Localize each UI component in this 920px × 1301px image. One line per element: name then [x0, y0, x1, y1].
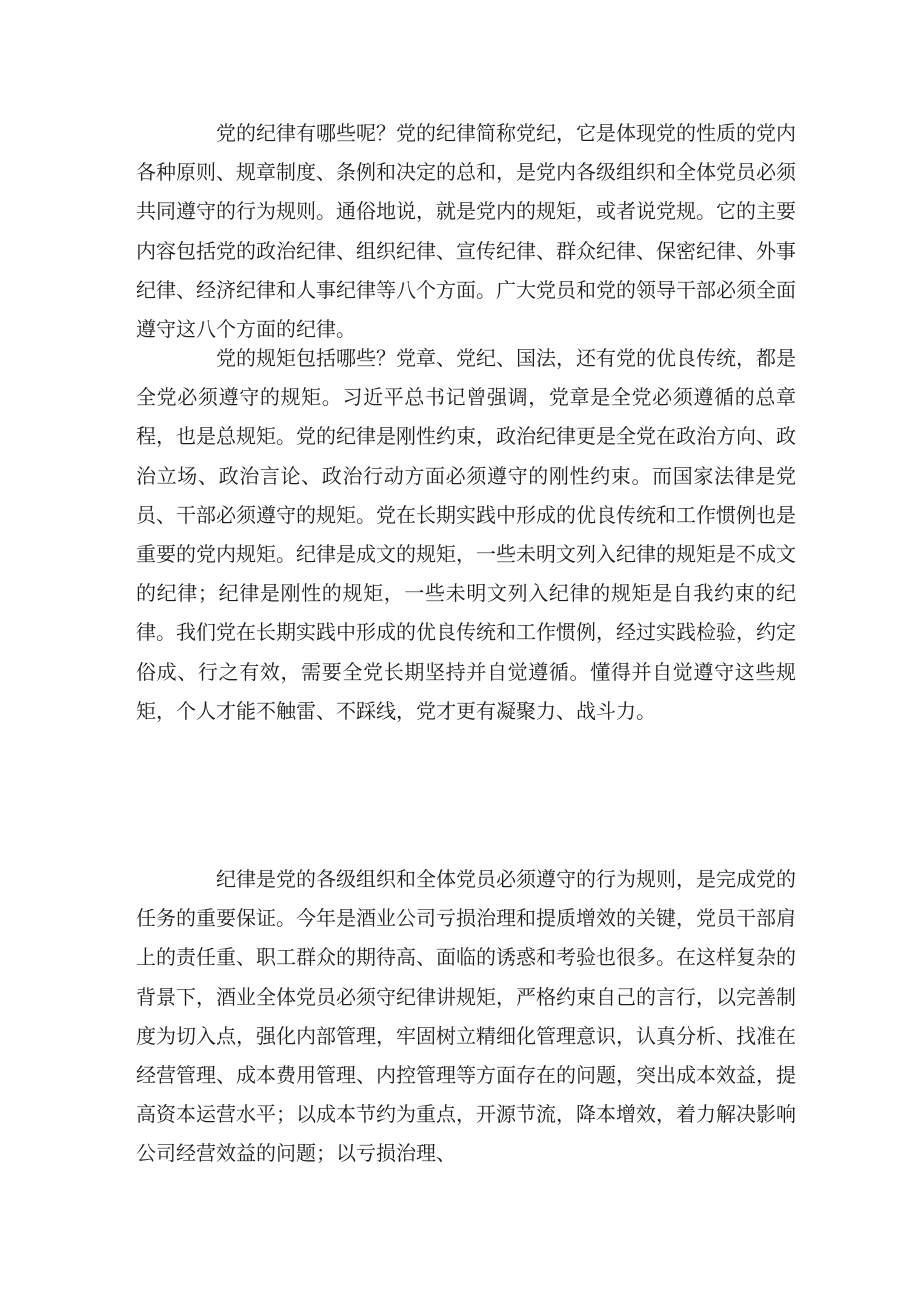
paragraph-discipline-company: 纪律是党的各级组织和全体党员必须遵守的行为规则，是完成党的任务的重要保证。今年是酒业公司亏损治理和提质增效的关键，党员干部肩上的责任重、职工群众的期待高、面临的诱惑和考验也很多。在这样复杂的背景下，酒业全体党员必须守纪律讲规矩，严格约束自己的言行，以完善制度为切入点，强化内部管理，牢固树立精细化管理意识，认真分析、找准在经营管理、成本费用管理、内控管理等方面存在的问题，突出成本效益，提高资本运营水平；以成本节约为重点，开源节流，降本增效，着力解决影响公司经营效益的问题；以亏损治理、: [136, 867, 796, 1166]
paragraph-party-discipline: 党的纪律有哪些呢？党的纪律简称党纪，它是体现党的性质的党内各种原则、规章制度、条例和决定的总和，是党内各级组织和全体党员必须共同遵守的行为规则。通俗地说，就是党内的规矩，或者说党规。它的主要内容包括党的政治纪律、组织纪律、宣传纪律、群众纪律、保密纪律、外事纪律、经济纪律和人事纪律等八个方面。广大党员和党的领导干部必须全面遵守这八个方面的纪律。: [136, 121, 796, 342]
paragraph-party-rules: 党的规矩包括哪些？党章、党纪、国法，还有党的优良传统，都是全党必须遵守的规矩。习近平总书记曾强调，党章是全党必须遵循的总章程，也是总规矩。党的纪律是刚性约束，政治纪律更是全党在政治方向、政治立场、政治言论、政治行动方面必须遵守的刚性约束。而国家法律是党员、干部必须遵守的规矩。党在长期实践中形成的优良传统和工作惯例也是重要的党内规矩。纪律是成文的规矩，一些未明文列入纪律的规矩是不成文的纪律；纪律是刚性的规矩，一些未明文列入纪律的规矩是自我约束的纪律。我们党在长期实践中形成的优良传统和工作惯例，经过实践检验，约定俗成、行之有效，需要全党长期坚持并自觉遵循。懂得并自觉遵守这些规矩，个人才能不触雷、不踩线，党才更有凝聚力、战斗力。: [136, 346, 796, 723]
